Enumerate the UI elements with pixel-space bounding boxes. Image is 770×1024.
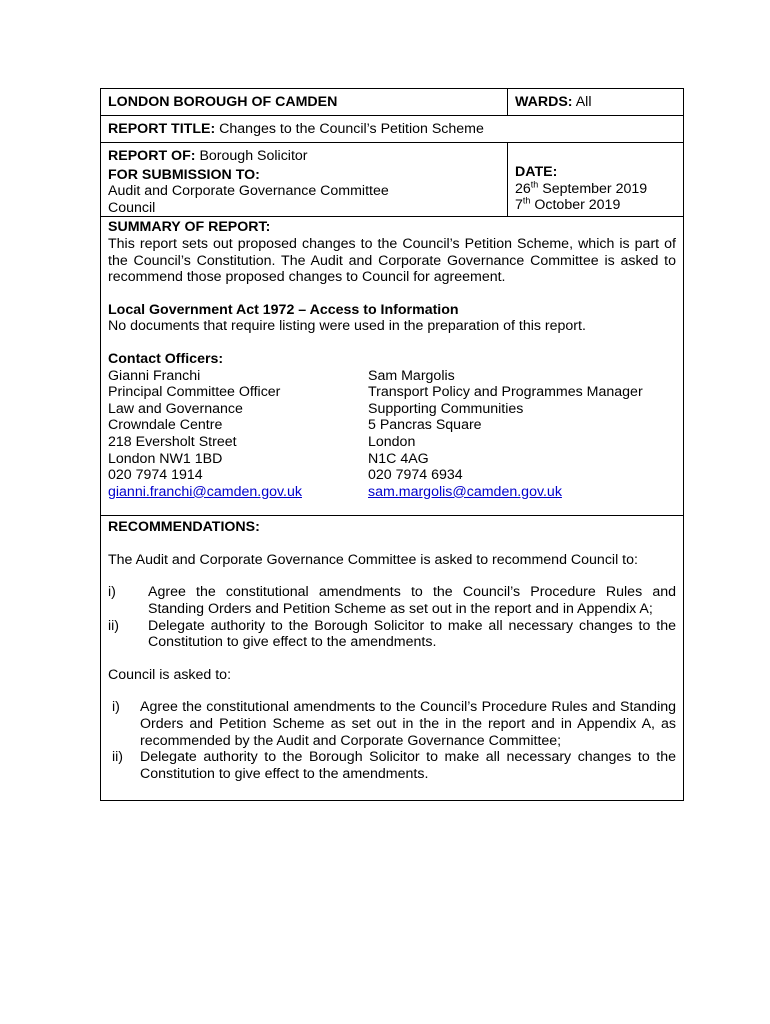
contact-address-line: N1C 4AG bbox=[368, 450, 429, 467]
contact-name: Gianni Franchi bbox=[108, 367, 201, 384]
report-of-label: REPORT OF: bbox=[108, 148, 196, 164]
list-number: ii) bbox=[108, 617, 120, 634]
list-text: Agree the constitutional amendments to the Council’s Procedure Rules and Standing Orders and Petition Scheme as set out in the report and in Appendix A; bbox=[148, 584, 676, 618]
submission-label: FOR SUBMISSION TO: bbox=[108, 166, 260, 183]
recommendations-row bbox=[101, 516, 683, 800]
contact-address-line: 5 Pancras Square bbox=[368, 417, 482, 434]
summary-cell bbox=[101, 217, 683, 515]
contact-name: Sam Margolis bbox=[368, 367, 455, 384]
borough-name: LONDON BOROUGH OF CAMDEN bbox=[108, 94, 338, 110]
wards-cell bbox=[508, 89, 683, 115]
report-of-value: Borough Solicitor bbox=[199, 148, 308, 164]
report-title-cell bbox=[101, 116, 683, 142]
contact-address-line: Crowndale Centre bbox=[108, 417, 223, 434]
header-row bbox=[101, 89, 683, 116]
lga-text: No documents that require listing were used in the preparation of this report. bbox=[108, 318, 586, 335]
contact-email-link[interactable]: gianni.franchi@camden.gov.uk bbox=[108, 483, 302, 500]
committee-intro: The Audit and Corporate Governance Committee is asked to recommend Council to: bbox=[108, 551, 638, 568]
date-committee: 26th September 2019 bbox=[515, 178, 648, 197]
contact-address-line: London NW1 1BD bbox=[108, 450, 223, 467]
list-number: ii) bbox=[112, 749, 124, 766]
report-cover-table bbox=[100, 88, 684, 801]
list-text: Delegate authority to the Borough Solicitor to make all necessary changes to the Constitution to give effect to the amendments. bbox=[140, 749, 676, 782]
list-item bbox=[108, 584, 676, 617]
contact-address-line: 218 Eversholt Street bbox=[108, 433, 237, 450]
recommendations-cell bbox=[101, 516, 683, 800]
contact-officer-1 bbox=[108, 368, 368, 501]
summary-row bbox=[101, 217, 683, 516]
council-recommendations bbox=[108, 699, 676, 782]
report-title-row bbox=[101, 116, 683, 143]
submission-cell bbox=[101, 143, 508, 216]
list-number: i) bbox=[112, 699, 120, 716]
committee-recommendations bbox=[108, 584, 676, 650]
contact-email-link[interactable]: sam.margolis@camden.gov.uk bbox=[368, 483, 562, 500]
contact-officers bbox=[108, 368, 676, 501]
date-council: 7th October 2019 bbox=[515, 195, 621, 214]
submission-row bbox=[101, 143, 683, 217]
list-text: Agree the constitutional amendments to the Council’s Procedure Rules and Standing Orders and Petition Scheme as set out in the in the report and in Appendix A, as recommended by the Audit and Corporate Governance Committee; bbox=[140, 699, 676, 749]
lga-heading: Local Government Act 1972 – Access to Information bbox=[108, 301, 459, 318]
borough-cell bbox=[101, 89, 508, 115]
submission-to-committee: Audit and Corporate Governance Committee bbox=[108, 183, 389, 200]
list-number: i) bbox=[108, 584, 116, 601]
contact-heading: Contact Officers: bbox=[108, 350, 224, 367]
recommendations-label: RECOMMENDATIONS: bbox=[108, 519, 260, 536]
date-cell bbox=[508, 143, 683, 216]
council-intro: Council is asked to: bbox=[108, 666, 232, 683]
list-text: Delegate authority to the Borough Solicitor to make all necessary changes to the Constitution to give effect to the amendments. bbox=[148, 617, 676, 651]
list-item bbox=[108, 618, 676, 651]
contact-phone: 020 7974 1914 bbox=[108, 467, 203, 484]
list-item bbox=[108, 749, 676, 782]
contact-officer-2 bbox=[368, 368, 676, 501]
report-title-label: REPORT TITLE: bbox=[108, 121, 216, 137]
summary-label: SUMMARY OF REPORT: bbox=[108, 219, 271, 236]
contact-address-line: London bbox=[368, 433, 416, 450]
wards-value: All bbox=[575, 94, 592, 110]
contact-phone: 020 7974 6934 bbox=[368, 467, 463, 484]
wards-label: WARDS: bbox=[515, 94, 573, 110]
summary-text: This report sets out proposed changes to the Council’s Petition Scheme, which is part of the Council’s Constitution. The Audit and Corporate Governance Committee is asked to recommend those proposed changes to Council for agreement. bbox=[108, 235, 676, 286]
contact-role: Transport Policy and Programmes Manager bbox=[368, 384, 643, 401]
submission-to-council: Council bbox=[108, 199, 156, 216]
contact-department: Law and Governance bbox=[108, 400, 243, 417]
date-label: DATE: bbox=[515, 164, 558, 180]
list-item bbox=[108, 699, 676, 749]
contact-department: Supporting Communities bbox=[368, 400, 524, 417]
contact-role: Principal Committee Officer bbox=[108, 384, 281, 401]
report-title-value: Changes to the Council’s Petition Scheme bbox=[219, 121, 484, 137]
